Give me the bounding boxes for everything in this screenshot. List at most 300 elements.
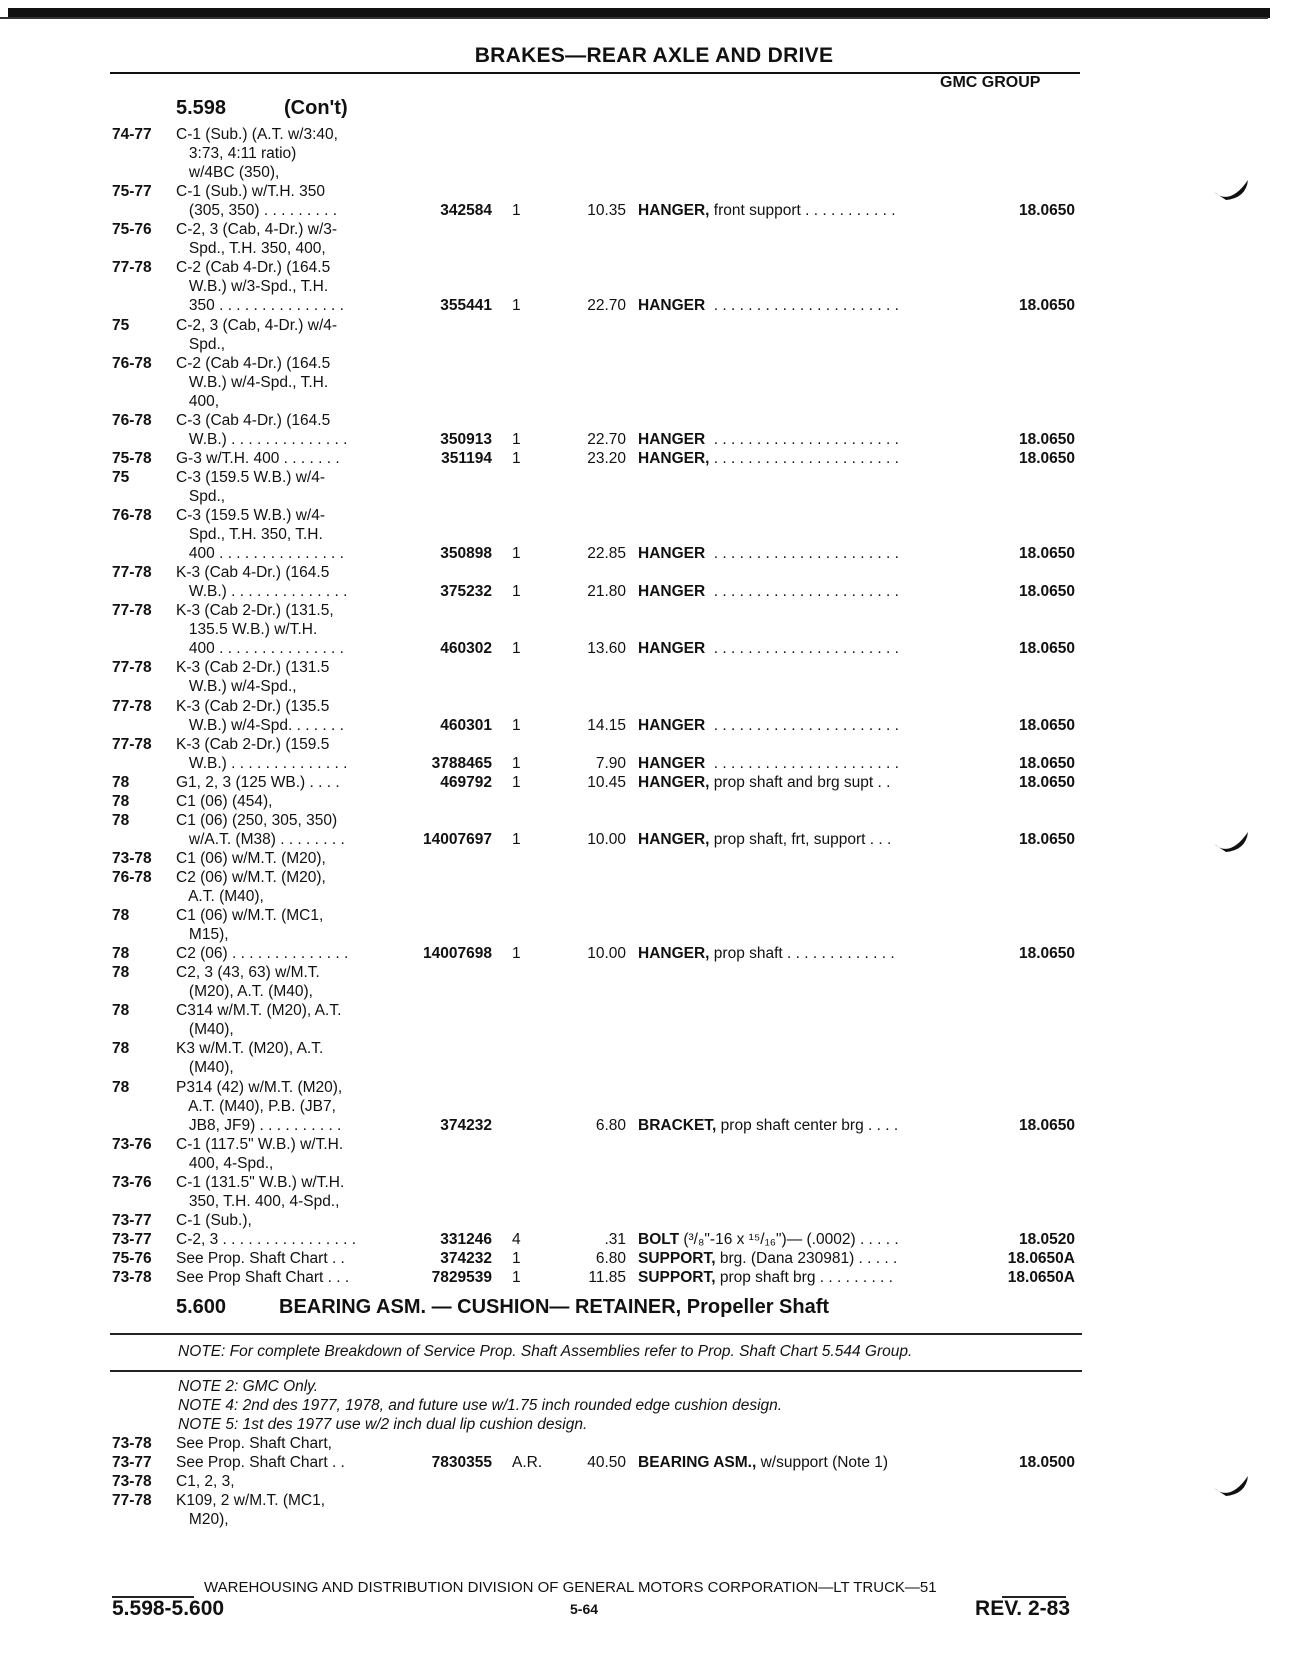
table-row <box>0 163 1308 182</box>
description-text: . . . . . . . . . . . . . . . . . . . . . . <box>705 297 899 315</box>
table-row <box>0 1058 1308 1077</box>
description-text: prop shaft brg . . . . . . . . . <box>715 1269 893 1286</box>
application: Spd., <box>176 487 226 505</box>
application: 400, <box>176 392 220 410</box>
part-number: 469792 <box>440 773 492 791</box>
table-row <box>0 963 1308 982</box>
quantity: 1 <box>512 1269 521 1286</box>
application: C-3 (159.5 W.B.) w/4- <box>176 468 326 486</box>
year-range: 78 <box>112 907 130 925</box>
description-text: . . . . . . . . . . . . . . . . . . . . . . <box>709 449 899 467</box>
part-number: 3788465 <box>431 754 492 772</box>
table-row <box>0 811 1308 830</box>
description <box>638 830 891 849</box>
description-text: prop shaft center brg . . . . <box>716 1116 899 1134</box>
table-row <box>0 754 1308 773</box>
footer-section-range: 5.598-5.600 <box>112 1597 225 1620</box>
note-4: NOTE 4: 2nd des 1977, 1978, and future use w/1.75 inch rounded edge cushion design. <box>178 1397 783 1414</box>
application: K3 w/M.T. (M20), A.T. <box>176 1040 324 1058</box>
part-number: 331246 <box>440 1230 492 1248</box>
table-row <box>0 944 1308 963</box>
group-number: 18.0650 <box>1018 754 1075 772</box>
table-row <box>0 1211 1308 1230</box>
group-number: 18.0650 <box>1018 1116 1075 1134</box>
note-rule-top <box>110 1333 1082 1335</box>
description <box>638 1249 897 1268</box>
table-row <box>0 582 1308 601</box>
table-row <box>0 1078 1308 1097</box>
price: 10.00 <box>587 945 626 963</box>
table-row <box>0 906 1308 925</box>
table-row <box>0 201 1308 220</box>
year-range: 73-77 <box>112 1230 152 1248</box>
price: 7.90 <box>595 754 626 772</box>
application: (M40), <box>176 1021 234 1039</box>
part-name: BRACKET, <box>638 1116 717 1134</box>
quantity: 1 <box>512 754 521 772</box>
header-rule <box>110 72 1080 74</box>
note-5: NOTE 5: 1st des 1977 use w/2 inch dual lip cushion design. <box>178 1416 588 1433</box>
description-text: brg. (Dana 230981) . . . . . <box>715 1249 898 1267</box>
application: K-3 (Cab 2-Dr.) (135.5 <box>176 697 330 715</box>
price: .31 <box>604 1230 626 1248</box>
application: C2 (06) w/M.T. (M20), <box>176 868 326 886</box>
table-row <box>0 354 1308 373</box>
description <box>638 430 899 449</box>
group-number: 18.0500 <box>1018 1454 1075 1471</box>
quantity: 1 <box>512 202 521 220</box>
application: C-2, 3 (Cab, 4-Dr.) w/3- <box>176 221 338 239</box>
footer-revision: REV. 2-83 <box>975 1597 1070 1620</box>
quantity: 1 <box>512 716 521 734</box>
price: 22.70 <box>587 297 626 315</box>
quantity: 1 <box>512 449 521 467</box>
table-row <box>0 1020 1308 1039</box>
part-name: HANGER, <box>638 449 710 467</box>
table-row <box>0 411 1308 430</box>
table-row <box>0 1135 1308 1154</box>
quantity: A.R. <box>512 1454 543 1471</box>
table-row <box>0 773 1308 792</box>
year-range: 73-77 <box>112 1454 152 1471</box>
application: Spd., <box>176 335 226 353</box>
quantity: 1 <box>512 583 521 601</box>
group-number: 18.0650 <box>1018 202 1075 220</box>
table-row <box>0 1249 1308 1268</box>
part-name: HANGER, <box>638 830 710 848</box>
year-range: 75-76 <box>112 221 152 239</box>
description-text: . . . . . . . . . . . . . . . . . . . . . . <box>705 545 899 563</box>
table-row <box>0 620 1308 639</box>
table-row <box>0 849 1308 868</box>
quantity: 1 <box>512 945 521 963</box>
group-number: 18.0650A <box>1007 1249 1075 1267</box>
price: 22.85 <box>587 545 626 563</box>
table-row <box>0 506 1308 525</box>
application: C-1 (117.5" W.B.) w/T.H. <box>176 1135 344 1153</box>
table-row <box>0 544 1308 563</box>
description <box>638 1116 898 1135</box>
year-range: 77-78 <box>112 1492 152 1509</box>
application: C-1 (Sub.) (A.T. w/3:40, <box>176 126 338 143</box>
table-row <box>0 1510 1308 1529</box>
group-number: 18.0650 <box>1018 297 1075 315</box>
section-number-5598: 5.598 <box>176 97 227 119</box>
year-range: 78 <box>112 792 130 810</box>
quantity: 1 <box>512 430 521 448</box>
year-range: 77-78 <box>112 735 152 753</box>
application: JB8, JF9) . . . . . . . . . . <box>176 1116 342 1134</box>
description <box>638 639 899 658</box>
application: See Prop Shaft Chart . . . <box>176 1269 350 1286</box>
part-name: HANGER <box>638 297 706 315</box>
year-range: 75 <box>112 468 130 486</box>
year-range: 78 <box>112 1078 130 1096</box>
part-number: 374232 <box>440 1249 492 1267</box>
year-range: 76-78 <box>112 868 152 886</box>
application: 3:73, 4:11 ratio) <box>176 145 297 163</box>
price: 22.70 <box>587 430 626 448</box>
part-name: HANGER <box>638 583 706 601</box>
table-row <box>0 716 1308 735</box>
table-row <box>0 1434 1308 1453</box>
year-range: 78 <box>112 964 130 982</box>
table-row <box>0 792 1308 811</box>
application: K109, 2 w/M.T. (MC1, <box>176 1492 326 1509</box>
table-row <box>0 830 1308 849</box>
application: M15), <box>176 926 229 944</box>
section-number-5600: 5.600 <box>176 1296 227 1318</box>
section-continued-label: (Con't) <box>284 97 348 119</box>
part-name: HANGER <box>638 640 706 658</box>
group-number: 18.0650 <box>1018 545 1075 563</box>
application: 400 . . . . . . . . . . . . . . . <box>176 545 344 563</box>
table-row <box>0 258 1308 277</box>
application: C1 (06) w/M.T. (MC1, <box>176 907 324 925</box>
table-row <box>0 144 1308 163</box>
part-name: BOLT <box>638 1230 680 1248</box>
price: 6.80 <box>595 1116 626 1134</box>
description <box>638 944 895 963</box>
description <box>638 773 890 792</box>
table-row <box>0 525 1308 544</box>
application: C-2, 3 (Cab, 4-Dr.) w/4- <box>176 316 338 334</box>
application: C-1 (131.5" W.B.) w/T.H. <box>176 1173 345 1191</box>
page-title: BRAKES—REAR AXLE AND DRIVE <box>474 44 834 67</box>
quantity: 1 <box>512 773 521 791</box>
application: C314 w/M.T. (M20), A.T. <box>176 1002 342 1020</box>
description <box>638 582 899 601</box>
part-name: HANGER <box>638 545 706 563</box>
table-row <box>0 1001 1308 1020</box>
table-row <box>0 487 1308 506</box>
application: P314 (42) w/M.T. (M20), <box>176 1078 343 1096</box>
year-range: 76-78 <box>112 354 152 372</box>
year-range: 77-78 <box>112 564 152 582</box>
quantity: 4 <box>512 1230 521 1248</box>
application: (M20), A.T. (M40), <box>176 983 313 1001</box>
group-number: 18.0650 <box>1018 945 1075 963</box>
table-row <box>0 925 1308 944</box>
group-number: 18.0650 <box>1018 583 1075 601</box>
application: 350 . . . . . . . . . . . . . . . <box>176 297 344 315</box>
application: Spd., T.H. 350, 400, <box>176 240 326 258</box>
part-number: 342584 <box>440 202 492 220</box>
description <box>638 1230 899 1249</box>
year-range: 76-78 <box>112 411 152 429</box>
part-name: BEARING ASM., <box>638 1454 757 1471</box>
table-row <box>0 1192 1308 1211</box>
table-row <box>0 239 1308 258</box>
application: A.T. (M40), <box>176 888 264 905</box>
table-row <box>0 1039 1308 1058</box>
group-number: 18.0650 <box>1018 773 1075 791</box>
year-range: 73-78 <box>112 1269 152 1286</box>
table-row <box>0 982 1308 1001</box>
part-number: 375232 <box>440 583 492 601</box>
year-range: 75 <box>112 316 130 334</box>
table-row <box>0 887 1308 906</box>
application: C1, 2, 3, <box>176 1473 235 1490</box>
description <box>638 1268 893 1287</box>
table-row <box>0 658 1308 677</box>
price: 11.85 <box>588 1269 626 1286</box>
application: See Prop. Shaft Chart . . <box>176 1454 345 1471</box>
application: W.B.) w/4-Spd. . . . . . . <box>176 716 344 734</box>
year-range: 73-76 <box>112 1173 152 1191</box>
binder-hole-mark <box>1212 178 1252 204</box>
description-text: . . . . . . . . . . . . . . . . . . . . . . <box>705 583 899 601</box>
binder-hole-mark <box>1212 830 1252 856</box>
year-range: 78 <box>112 773 130 791</box>
note-main: NOTE: For complete Breakdown of Service Prop. Shaft Assemblies refer to Prop. Shaft Chart 5.544 Group. <box>178 1343 913 1360</box>
description <box>638 449 899 468</box>
part-number: 460302 <box>440 640 492 658</box>
price: 21.80 <box>587 583 626 601</box>
part-number: 351194 <box>441 449 492 467</box>
description-text: prop shaft and brg supt . . <box>709 773 891 791</box>
table-row <box>0 868 1308 887</box>
description-text: prop shaft, frt, support . . . <box>709 830 892 848</box>
table-row <box>0 373 1308 392</box>
application: C-1 (Sub.) w/T.H. 350 <box>176 183 326 201</box>
application: M20), <box>176 1511 229 1528</box>
quantity: 1 <box>512 830 521 848</box>
description <box>638 716 899 735</box>
year-range: 76-78 <box>112 507 152 524</box>
table-row <box>0 697 1308 716</box>
application: 135.5 W.B.) w/T.H. <box>176 621 318 639</box>
description <box>638 296 899 315</box>
application: G1, 2, 3 (125 WB.) . . . . <box>176 773 340 791</box>
year-range: 73-78 <box>112 1435 152 1452</box>
table-row <box>0 335 1308 354</box>
application: K-3 (Cab 4-Dr.) (164.5 <box>176 564 330 582</box>
table-row <box>0 677 1308 696</box>
part-name: HANGER, <box>638 202 710 220</box>
year-range: 73-78 <box>112 849 152 867</box>
application: W.B.) . . . . . . . . . . . . . . <box>176 430 348 448</box>
group-number: 18.0650 <box>1018 640 1075 658</box>
group-number: 18.0520 <box>1018 1230 1075 1248</box>
application: (M40), <box>176 1059 234 1077</box>
table-row <box>0 1154 1308 1173</box>
part-name: HANGER, <box>638 945 710 963</box>
price: 10.45 <box>587 773 626 791</box>
year-range: 78 <box>112 811 130 829</box>
description-text: . . . . . . . . . . . . . . . . . . . . . . <box>705 754 899 772</box>
year-range: 73-77 <box>112 1211 152 1229</box>
year-range: 78 <box>112 1002 130 1020</box>
price: 6.80 <box>595 1249 626 1267</box>
description-text: . . . . . . . . . . . . . . . . . . . . . . <box>705 716 899 734</box>
quantity: 1 <box>512 640 521 658</box>
application: C-3 (Cab 4-Dr.) (164.5 <box>176 411 331 429</box>
part-number: 7830355 <box>431 1454 492 1471</box>
application: C-3 (159.5 W.B.) w/4- <box>176 507 326 524</box>
application: C-1 (Sub.), <box>176 1211 252 1229</box>
application: See Prop. Shaft Chart . . <box>176 1249 345 1267</box>
application: C2, 3 (43, 63) w/M.T. <box>176 964 320 982</box>
description-text: . . . . . . . . . . . . . . . . . . . . . . <box>705 640 899 658</box>
description-text: front support . . . . . . . . . . . <box>709 202 896 220</box>
application: C1 (06) (454), <box>176 792 273 810</box>
price: 10.35 <box>587 202 626 220</box>
table-row <box>0 1268 1308 1287</box>
group-number: 18.0650 <box>1018 430 1075 448</box>
price: 23.20 <box>587 449 626 467</box>
description-text: . . . . . . . . . . . . . . . . . . . . . . <box>705 430 899 448</box>
description <box>638 1453 888 1472</box>
description <box>638 544 899 563</box>
part-name: HANGER, <box>638 773 710 791</box>
description <box>638 201 896 220</box>
note-2: NOTE 2: GMC Only. <box>178 1378 319 1395</box>
part-name: HANGER <box>638 716 706 734</box>
quantity: 1 <box>512 545 521 563</box>
application: 400 . . . . . . . . . . . . . . . <box>176 640 344 658</box>
part-number: 350898 <box>440 545 492 563</box>
year-range: 73-78 <box>112 1473 152 1490</box>
year-range: 77-78 <box>112 659 152 677</box>
price: 13.60 <box>587 640 626 658</box>
table-row <box>0 735 1308 754</box>
table-row <box>0 1116 1308 1135</box>
top-border-underline <box>0 17 1268 19</box>
price: 14.15 <box>587 716 626 734</box>
table-row <box>0 468 1308 487</box>
application: C2 (06) . . . . . . . . . . . . . . <box>176 945 349 963</box>
table-row <box>0 1230 1308 1249</box>
application: w/4BC (350), <box>176 164 280 182</box>
group-number: 18.0650 <box>1018 449 1075 467</box>
application: K-3 (Cab 2-Dr.) (131.5 <box>176 659 330 677</box>
application: W.B.) . . . . . . . . . . . . . . <box>176 754 348 772</box>
table-row <box>0 392 1308 411</box>
quantity: 1 <box>512 297 521 315</box>
application: C-2 (Cab 4-Dr.) (164.5 <box>176 354 331 372</box>
table-row <box>0 1173 1308 1192</box>
application: Spd., T.H. 350, T.H. <box>176 526 323 544</box>
year-range: 78 <box>112 1040 130 1058</box>
application: 400, 4-Spd., <box>176 1154 274 1172</box>
table-row <box>0 449 1308 468</box>
year-range: 77-78 <box>112 259 152 277</box>
group-number: 18.0650 <box>1018 716 1075 734</box>
table-row <box>0 316 1308 335</box>
year-range: 73-76 <box>112 1135 152 1153</box>
description <box>638 754 899 773</box>
description-text: (³/₈"-16 x ¹⁵/₁₆")— (.0002) . . . . . <box>679 1230 899 1248</box>
table-row <box>0 1491 1308 1510</box>
group-number: 18.0650A <box>1007 1269 1075 1286</box>
price: 10.00 <box>587 830 626 848</box>
table-row <box>0 277 1308 296</box>
note-rule-bottom <box>110 1370 1082 1372</box>
table-row <box>0 563 1308 582</box>
description-text: prop shaft . . . . . . . . . . . . . <box>709 945 895 963</box>
part-name: SUPPORT, <box>638 1249 716 1267</box>
table-row <box>0 430 1308 449</box>
quantity: 1 <box>512 1249 521 1267</box>
table-row <box>0 1097 1308 1116</box>
application: W.B.) w/4-Spd., T.H. <box>176 373 329 391</box>
table-row <box>0 639 1308 658</box>
application: w/A.T. (M38) . . . . . . . . <box>176 830 345 848</box>
year-range: 77-78 <box>112 697 152 715</box>
part-number: 355441 <box>440 297 492 315</box>
price: 40.50 <box>587 1454 626 1471</box>
part-name: HANGER <box>638 754 706 772</box>
application: C-2 (Cab 4-Dr.) (164.5 <box>176 259 331 277</box>
application: C1 (06) (250, 305, 350) <box>176 811 338 829</box>
part-number: 14007697 <box>423 830 492 848</box>
part-number: 350913 <box>440 430 492 448</box>
part-name: SUPPORT, <box>638 1269 716 1286</box>
application: K-3 (Cab 2-Dr.) (131.5, <box>176 602 334 620</box>
part-name: HANGER <box>638 430 706 448</box>
year-range: 75-78 <box>112 449 152 467</box>
application: 350, T.H. 400, 4-Spd., <box>176 1192 340 1210</box>
table-row <box>0 296 1308 315</box>
description-text: w/support (Note 1) <box>756 1454 889 1471</box>
application: C-2, 3 . . . . . . . . . . . . . . . . <box>176 1230 357 1248</box>
table-row <box>0 1453 1308 1472</box>
part-number: 374232 <box>440 1116 492 1134</box>
application: A.T. (M40), P.B. (JB7, <box>176 1097 336 1115</box>
application: C1 (06) w/M.T. (M20), <box>176 849 326 867</box>
part-number: 460301 <box>440 716 492 734</box>
table-row <box>0 601 1308 620</box>
group-number: 18.0650 <box>1018 830 1075 848</box>
table-row <box>0 182 1308 201</box>
application: W.B.) w/4-Spd., <box>176 678 297 696</box>
section-title-5600: BEARING ASM. — CUSHION— RETAINER, Propeller Shaft <box>279 1296 830 1318</box>
application: (305, 350) . . . . . . . . . <box>176 202 338 220</box>
part-number: 14007698 <box>423 945 492 963</box>
footer-division: WAREHOUSING AND DISTRIBUTION DIVISION OF GENERAL MOTORS CORPORATION—LT TRUCK—51 <box>204 1579 937 1596</box>
year-range: 74-77 <box>112 126 152 143</box>
year-range: 75-77 <box>112 183 152 201</box>
application: W.B.) . . . . . . . . . . . . . . <box>176 583 348 601</box>
application: K-3 (Cab 2-Dr.) (159.5 <box>176 735 330 753</box>
binder-hole-mark <box>1212 1474 1252 1500</box>
year-range: 75-76 <box>112 1249 152 1267</box>
table-row <box>0 1472 1308 1491</box>
table-row <box>0 220 1308 239</box>
footer-page-number: 5-64 <box>570 1601 599 1617</box>
table-row <box>0 125 1308 144</box>
